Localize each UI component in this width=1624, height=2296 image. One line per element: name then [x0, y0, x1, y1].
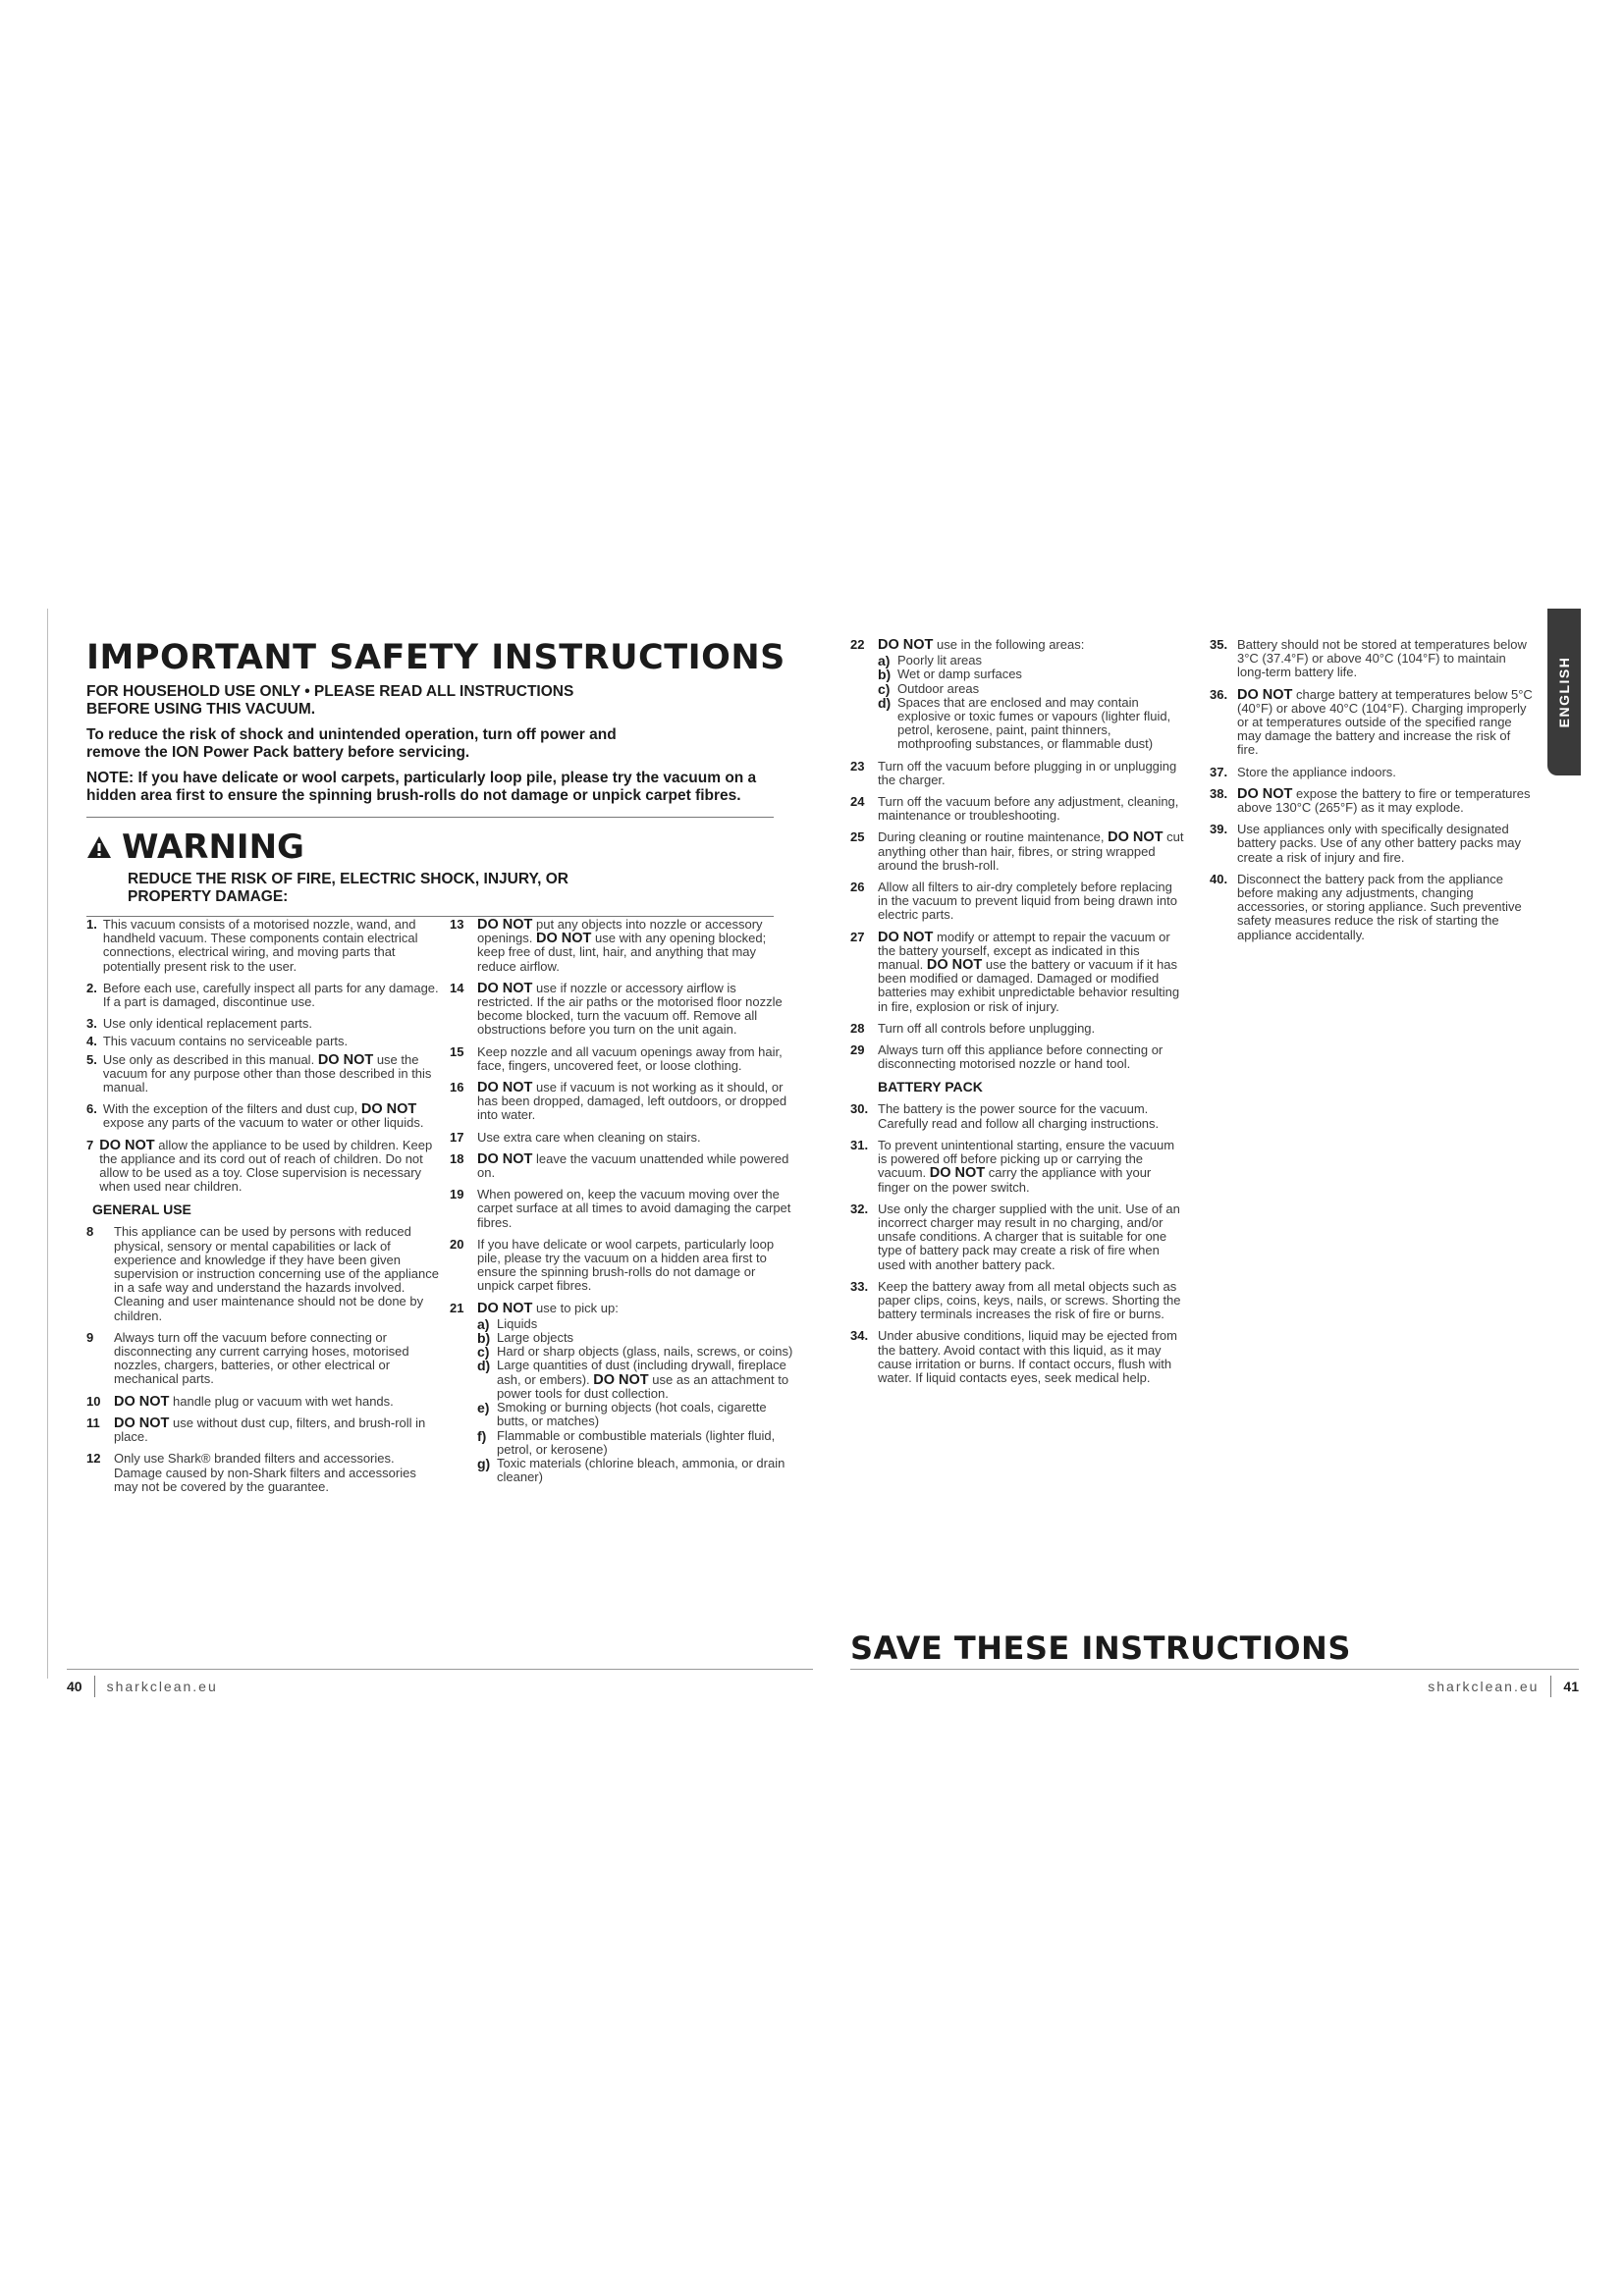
instruction-item: 23 Turn off the vacuum before plugging in or unplugging the charger.: [850, 758, 1177, 787]
warning-title: WARNING: [122, 828, 304, 867]
sublist-item: c) Outdoor areas: [878, 680, 980, 697]
instruction-item: 14 DO NOT use if nozzle or accessory airflow is restricted. If the air paths or the motorised floor nozzle become blocked, turn the vacuum off. Remove all obstructions before you turn on the unit again.: [450, 980, 783, 1038]
instruction-item: 26 Allow all filters to air-dry completely before replacing in the vacuum to prevent liquid from being drawn into electric parts.: [850, 880, 1177, 923]
instruction-item: 7 DO NOT allow the appliance to be used by children. Keep the appliance and its cord out of reach of children. Do not allow to be used as a toy. Close supervision is necessary when used near children.: [86, 1137, 433, 1195]
instruction-item: 30. The battery is the power source for the vacuum. Carefully read and follow all charging instructions.: [850, 1101, 1160, 1131]
sublist-item: c) Hard or sharp objects (glass, nails, screws, or coins): [477, 1344, 793, 1361]
warning-subtitle: REDUCE THE RISK OF FIRE, ELECTRIC SHOCK, INJURY, OR PROPERTY DAMAGE:: [128, 871, 568, 905]
instructions-column-2: [450, 918, 793, 1492]
manual-spread: [47, 609, 1581, 1706]
pickup-sublist: [477, 1317, 793, 1484]
language-tab: [1547, 609, 1581, 775]
instruction-item: 32. Use only the charger supplied with the unit. Use of an incorrect charger may result in no charging, and/or unsafe conditions. A charger that is suitable for one type of battery pack may create a risk of fire when used with another battery pack.: [850, 1201, 1180, 1272]
divider: [86, 817, 774, 818]
left-edge-rule: [47, 609, 48, 1679]
instruction-item: 31. To prevent unintentional starting, ensure the vacuum is powered off before picking up or carrying the vacuum. DO NOT carry the appliance with your finger on the power switch.: [850, 1137, 1175, 1195]
instruction-item: 35. Battery should not be stored at temperatures below 3°C (37.4°F) or above 40°C (104°F) to maintain long-term battery life.: [1210, 637, 1527, 680]
sublist-item: b) Wet or damp surfaces: [878, 667, 1022, 683]
footer-divider: [1550, 1676, 1551, 1697]
instruction-item: 40. Disconnect the battery pack from the appliance before making any adjustments, changing accessories, or storing appliance. Such preventive safety measures reduce the risk of starting the appliance accidentally.: [1210, 871, 1522, 942]
instruction-item: 16 DO NOT use if vacuum is not working as it should, or has been dropped, damaged, left outdoors, or dropped into water.: [450, 1080, 787, 1123]
save-instructions-title: SAVE THESE INSTRUCTIONS: [850, 1629, 1351, 1667]
footer-left: [67, 1669, 813, 1699]
instruction-item: 6. With the exception of the filters and dust cup, DO NOT expose any parts of the vacuum to water or other liquids.: [86, 1101, 424, 1131]
instruction-item: 20 If you have delicate or wool carpets, particularly loop pile, please try the vacuum on a hidden area first to ensure the spinning brush-rolls do not damage or unpick carpet fibres.: [450, 1236, 775, 1294]
instruction-item: 36. DO NOT charge battery at temperatures below 5°C (40°F) or above 40°C (104°F). Charging improperly or at temperatures outside of the specified range may damage the battery and increase the risk of fire.: [1210, 686, 1533, 758]
instruction-item: 9 Always turn off the vacuum before connecting or disconnecting any current carrying hoses, motorised nozzles, chargers, batteries, or other electrical or mechanical parts.: [86, 1329, 409, 1387]
sublist-item: b) Large objects: [477, 1330, 574, 1347]
household-use-subtitle: FOR HOUSEHOLD USE ONLY • PLEASE READ ALL INSTRUCTIONS BEFORE USING THIS VACUUM.: [86, 683, 574, 718]
instruction-item: 21 DO NOT use to pick up: a) Liquids b) Large objects c) Hard or sharp objects (glass, nails, screws, or coins) d) Large quantities of dust (including drywall, fireplace ash, or embers). DO NOT use as an attachment to power tools for dust collection. e) Smoking or burning objects (hot coals, cigarette butts, or matches) f) Flammable or combustible materials (lighter fluid, petrol, or kerosene) g) Toxic materials (chlorine bleach, ammonia, or drain cleaner): [450, 1300, 793, 1485]
sublist-item: e) Smoking or burning objects (hot coals, cigarette butts, or matches): [477, 1400, 767, 1429]
instruction-item: 18 DO NOT leave the vacuum unattended while powered on.: [450, 1150, 789, 1181]
instruction-item: 5. Use only as described in this manual. DO NOT use the vacuum for any purpose other than those described in this manual.: [86, 1051, 432, 1095]
instruction-item: 28 Turn off all controls before unplugging.: [850, 1020, 1096, 1036]
instruction-item: 10 DO NOT handle plug or vacuum with wet hands.: [86, 1393, 394, 1410]
warning-heading: [86, 828, 793, 867]
safety-header: [86, 638, 793, 917]
website-link[interactable]: sharkclean.eu: [106, 1679, 218, 1694]
instruction-item: 38. DO NOT expose the battery to fire or temperatures above 130°C (265°F) as it may explode.: [1210, 785, 1531, 816]
instruction-item: 33. Keep the battery away from all metal objects such as paper clips, coins, keys, nails, or screws. Shorting the battery terminals increases the risk of fire or burns.: [850, 1278, 1181, 1322]
warning-triangle-icon: [86, 834, 112, 860]
instruction-item: 37. Store the appliance indoors.: [1210, 764, 1396, 779]
instruction-item: 3. Use only identical replacement parts.: [86, 1016, 313, 1032]
instruction-item: 27 DO NOT modify or attempt to repair the vacuum or the battery yourself, except as indicated in this manual. DO NOT use the battery or vacuum if it has been modified or damaged. Damaged or modified batteries may exhibit unpredictable behavior resulting in fire, explosion or risk of injury.: [850, 929, 1180, 1014]
sublist-item: a) Poorly lit areas: [878, 653, 982, 669]
instruction-item: 39. Use appliances only with specifically designated battery packs. Use of any other battery packs may create a risk of injury and fire.: [1210, 822, 1522, 865]
instruction-item: 17 Use extra care when cleaning on stairs.: [450, 1129, 701, 1145]
instruction-item: 22 DO NOT use in the following areas: a) Poorly lit areas b) Wet or damp surfaces c) Outdoor areas d) Spaces that are enclosed and may contain explosive or toxic fumes or vapours (lighter fluid, petrol, kerosene, paint, paint thinners, mothproofing substances, or flammable dust): [850, 638, 1184, 752]
instruction-item: 25 During cleaning or routine maintenance, DO NOT cut anything other than hair, fibres, or string wrapped around the brush-roll.: [850, 829, 1184, 873]
sublist-item: f) Flammable or combustible materials (lighter fluid, petrol, or kerosene): [477, 1427, 776, 1457]
carpet-note: NOTE: If you have delicate or wool carpets, particularly loop pile, please try the vacuum on a hidden area first to ensure the spinning brush-rolls do not damage or unpick carpet fibres.: [86, 770, 757, 804]
page-number: 41: [1563, 1679, 1579, 1694]
instruction-item: 12 Only use Shark® branded filters and accessories. Damage caused by non-Shark filters and accessories may not be covered by the guarantee.: [86, 1451, 416, 1494]
sublist-item: d) Large quantities of dust (including drywall, fireplace ash, or embers). DO NOT use as an attachment to power tools for dust collection.: [477, 1358, 789, 1401]
footer-divider: [94, 1676, 95, 1697]
shock-risk-intro: To reduce the risk of shock and unintended operation, turn off power and remove the ION Power Pack battery before servicing.: [86, 726, 617, 761]
language-label: ENGLISH: [1556, 656, 1572, 728]
sublist-item: d) Spaces that are enclosed and may contain explosive or toxic fumes or vapours (lighter fluid, petrol, kerosene, paint, paint thinners, mothproofing substances, or flammable dust): [878, 694, 1171, 752]
page-title: IMPORTANT SAFETY INSTRUCTIONS: [86, 638, 785, 677]
instruction-item: 4. This vacuum contains no serviceable parts.: [86, 1034, 349, 1049]
areas-sublist: [878, 654, 1184, 751]
instructions-column-4: [1210, 638, 1534, 950]
website-link[interactable]: sharkclean.eu: [1428, 1679, 1540, 1694]
sublist-item: a) Liquids: [477, 1315, 538, 1332]
instruction-item: 34. Under abusive conditions, liquid may be ejected from the battery. Avoid contact with this liquid, as it may cause irritation or burns. If contact occurs, flush with water. If liquid contacts eyes, seek medical help.: [850, 1328, 1177, 1385]
instruction-item: 1. This vacuum consists of a motorised nozzle, wand, and handheld vacuum. These components contain electrical connections, electrical wiring, and moving parts that potentially present risk to the user.: [86, 917, 418, 974]
instruction-item: 8 This appliance can be used by persons with reduced physical, sensory or mental capabilities or lack of experience and knowledge if they have been given supervision or instruction concerning use of the appliance in a safe way and understand the hazards involved. Cleaning and user maintenance should not be done by children.: [86, 1224, 439, 1323]
instructions-column-1: [86, 918, 440, 1502]
instruction-item: 19 When powered on, keep the vacuum moving over the carpet surface at all times to avoid damaging the carpet fibres.: [450, 1187, 791, 1230]
instructions-column-3: [850, 638, 1184, 1393]
instruction-item: 11 DO NOT use without dust cup, filters, and brush-roll in place.: [86, 1415, 426, 1445]
instruction-item: 15 Keep nozzle and all vacuum openings away from hair, face, fingers, uncovered feet, or loose clothing.: [450, 1043, 783, 1073]
general-use-heading: GENERAL USE: [92, 1201, 191, 1218]
battery-pack-heading: BATTERY PACK: [878, 1079, 983, 1095]
instruction-item: 24 Turn off the vacuum before any adjustment, cleaning, maintenance or troubleshooting.: [850, 794, 1179, 824]
footer-right: [850, 1669, 1579, 1699]
page-number: 40: [67, 1679, 82, 1694]
instruction-item: 2. Before each use, carefully inspect all parts for any damage. If a part is damaged, discontinue use.: [86, 980, 439, 1010]
instruction-item: 13 DO NOT put any objects into nozzle or accessory openings. DO NOT use with any opening blocked; keep free of dust, lint, hair, and anything that may reduce airflow.: [450, 917, 767, 974]
instruction-item: 29 Always turn off this appliance before connecting or disconnecting motorised nozzle or hand tool.: [850, 1042, 1164, 1072]
sublist-item: g) Toxic materials (chlorine bleach, ammonia, or drain cleaner): [477, 1455, 785, 1485]
